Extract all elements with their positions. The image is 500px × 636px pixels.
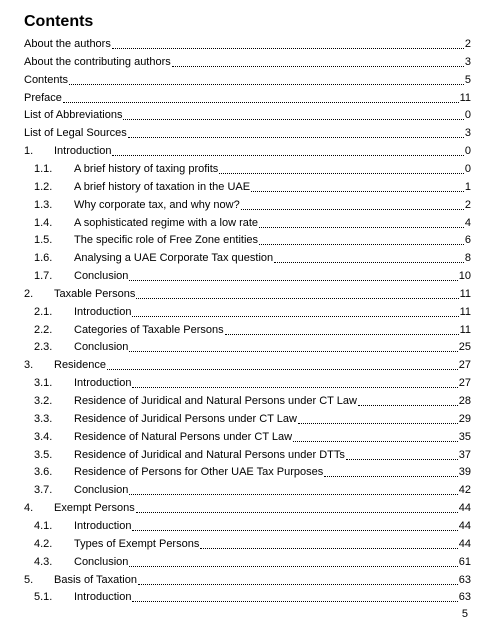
toc-entry[interactable] xyxy=(0,337,500,354)
toc-entry-page: 11 xyxy=(459,305,471,318)
toc-entry-label: A brief history of taxation in the UAE xyxy=(74,180,251,193)
toc-entry[interactable] xyxy=(0,141,500,158)
toc-entry[interactable] xyxy=(0,409,500,426)
toc-entry-number: 1. xyxy=(24,145,34,158)
toc-entry[interactable] xyxy=(0,70,500,87)
toc-entry-label: Conclusion xyxy=(74,341,129,354)
toc-entry-number: 3.1. xyxy=(34,377,53,390)
toc-entry[interactable] xyxy=(0,177,500,194)
toc-entry[interactable] xyxy=(0,355,500,372)
dot-leader xyxy=(63,102,459,103)
toc-entry-page: 37 xyxy=(458,448,471,461)
toc-entry-label: Analysing a UAE Corporate Tax question xyxy=(74,252,274,265)
toc-entry[interactable] xyxy=(0,480,500,497)
toc-entry-page: 5 xyxy=(464,73,471,86)
toc-entry-label: Contents xyxy=(24,73,69,86)
page-number: 5 xyxy=(461,608,468,620)
toc-entry-number: 3.2. xyxy=(34,395,53,407)
dot-leader xyxy=(200,548,457,549)
toc-entry-label: Introduction xyxy=(74,591,132,604)
toc-entry-label: Exempt Persons xyxy=(54,502,135,515)
toc-entry-label: Types of Exempt Persons xyxy=(74,537,200,550)
toc-entry[interactable] xyxy=(0,427,500,444)
toc-entry-label: Why corporate tax, and why now? xyxy=(74,198,240,211)
toc-entry-number: 2.1. xyxy=(34,305,53,318)
toc-entry-page: 25 xyxy=(458,341,471,354)
toc-entry-page: 27 xyxy=(458,359,471,372)
toc-entry-page: 63 xyxy=(458,591,471,604)
dot-leader xyxy=(324,476,457,477)
dot-leader xyxy=(129,494,457,495)
dot-leader xyxy=(132,530,457,531)
toc-entry-page: 2 xyxy=(464,198,471,211)
toc-entry-page: 0 xyxy=(464,145,471,158)
toc-entry[interactable] xyxy=(0,230,500,247)
dot-leader xyxy=(132,316,458,317)
toc-entry[interactable] xyxy=(0,159,500,176)
toc-entry-number: 1.6. xyxy=(34,252,53,265)
toc-entry-page: 35 xyxy=(458,430,471,443)
toc-entry-page: 3 xyxy=(464,127,471,140)
toc-entry-page: 10 xyxy=(458,270,471,283)
dot-leader xyxy=(358,405,458,406)
toc-entry-number: 2. xyxy=(24,287,34,300)
toc-entry-label: Residence of Juridical and Natural Persons under CT Law xyxy=(74,395,357,407)
toc-entry-number: 2.3. xyxy=(34,341,53,354)
dot-leader xyxy=(274,262,464,263)
dot-leader xyxy=(132,601,457,602)
toc-entry-label: Introduction xyxy=(74,305,132,318)
toc-entry-label: Residence of Juridical Persons under CT Law xyxy=(74,412,297,425)
toc-entry-page: 3 xyxy=(464,55,471,68)
toc-entry-page: 1 xyxy=(464,180,471,193)
dot-leader xyxy=(112,155,463,156)
toc-entry-label: Introduction xyxy=(74,519,132,532)
dot-leader xyxy=(259,244,464,245)
dot-leader xyxy=(298,423,458,424)
toc-entry-label: List of Legal Sources xyxy=(24,127,127,140)
toc-entry-number: 3.5. xyxy=(34,448,53,461)
toc-entry-page: 8 xyxy=(464,252,471,265)
toc-entry-number: 4.1. xyxy=(34,519,53,532)
toc-entry-label: Preface xyxy=(24,91,62,104)
toc-entry-label: Introduction xyxy=(74,377,132,390)
toc-entry-number: 3.6. xyxy=(34,466,53,479)
toc-entry-label: About the contributing authors xyxy=(24,55,171,68)
toc-entry[interactable] xyxy=(0,552,500,569)
toc-entry[interactable] xyxy=(0,284,500,301)
toc-entry-page: 2 xyxy=(464,38,471,50)
toc-entry-label: Conclusion xyxy=(74,484,129,497)
dot-leader xyxy=(346,459,458,460)
toc-entry-number: 4.3. xyxy=(34,555,53,568)
toc-entry-page: 63 xyxy=(458,573,471,586)
dot-leader xyxy=(107,369,458,370)
page-title: Contents xyxy=(24,13,94,30)
toc-entry[interactable] xyxy=(0,248,500,265)
toc-entry-label: Residence of Natural Persons under CT Law xyxy=(74,430,293,443)
toc-entry-number: 2.2. xyxy=(34,323,53,336)
toc-entry-page: 44 xyxy=(458,502,471,515)
toc-entry-label: Residence of Persons for Other UAE Tax Purposes xyxy=(74,466,324,479)
toc-entry-page: 42 xyxy=(458,484,471,497)
toc-entry[interactable] xyxy=(0,302,500,319)
toc-entry-page: 0 xyxy=(464,109,471,122)
toc-entry-page: 6 xyxy=(464,234,471,247)
toc-entry-label: A sophisticated regime with a low rate xyxy=(74,216,259,229)
toc-entry[interactable] xyxy=(0,195,500,212)
dot-leader xyxy=(219,173,464,174)
toc-entry-page: 27 xyxy=(458,377,471,390)
toc-entry-page: 11 xyxy=(459,287,471,300)
toc-entry-label: Basis of Taxation xyxy=(54,573,137,586)
toc-entry-number: 1.1. xyxy=(34,162,53,175)
dot-leader xyxy=(136,298,458,299)
toc-entry[interactable] xyxy=(0,105,500,122)
dot-leader xyxy=(69,84,464,85)
toc-entry-label: Introduction xyxy=(54,145,112,158)
dot-leader xyxy=(251,191,464,192)
dot-leader xyxy=(128,137,464,138)
toc-entry-label: The specific role of Free Zone entities xyxy=(74,234,259,247)
toc-entry[interactable] xyxy=(0,516,500,533)
toc-entry-label: About the authors xyxy=(24,38,111,50)
toc-entry-page: 28 xyxy=(458,395,471,407)
toc-entry-number: 3.4. xyxy=(34,430,53,443)
toc-entry[interactable] xyxy=(0,498,500,515)
toc-entry-number: 3.7. xyxy=(34,484,53,497)
dot-leader xyxy=(132,387,457,388)
dot-leader xyxy=(138,584,458,585)
toc-entry[interactable] xyxy=(0,34,500,51)
toc-entry[interactable] xyxy=(0,213,500,230)
toc-entry[interactable] xyxy=(0,462,500,479)
toc-entry[interactable] xyxy=(0,570,500,587)
dot-leader xyxy=(293,441,458,442)
toc-entry-label: Categories of Taxable Persons xyxy=(74,323,224,336)
toc-entry[interactable] xyxy=(0,391,500,408)
toc-entry-number: 3.3. xyxy=(34,412,53,425)
toc-entry[interactable] xyxy=(0,123,500,140)
dot-leader xyxy=(112,48,464,49)
dot-leader xyxy=(129,351,457,352)
toc-entry-number: 5. xyxy=(24,573,34,586)
toc-entry-label: Residence of Juridical and Natural Persons under DTTs xyxy=(74,448,345,461)
toc-entry[interactable] xyxy=(0,320,500,337)
dot-leader xyxy=(172,66,464,67)
toc-entry-number: 1.7. xyxy=(34,270,53,283)
toc-entry-number: 5.1. xyxy=(34,591,53,604)
dot-leader xyxy=(123,119,463,120)
toc-entry-number: 1.4. xyxy=(34,216,53,229)
toc-entry-number: 3. xyxy=(24,359,34,372)
dot-leader xyxy=(259,227,464,228)
dot-leader xyxy=(129,566,457,567)
toc-entry-label: Residence xyxy=(54,359,106,372)
toc-entry[interactable] xyxy=(0,587,500,604)
dot-leader xyxy=(225,334,459,335)
toc-entry-page: 4 xyxy=(464,216,471,229)
toc-entry-page: 44 xyxy=(458,537,471,550)
toc-entry[interactable] xyxy=(0,52,500,69)
toc-entry-number: 4.2. xyxy=(34,537,53,550)
toc-entry-label: A brief history of taxing profits xyxy=(74,162,219,175)
toc-entry[interactable] xyxy=(0,445,500,462)
toc-entry-label: Taxable Persons xyxy=(54,287,136,300)
toc-entry-page: 11 xyxy=(459,91,471,104)
dot-leader xyxy=(136,512,458,513)
toc-entry[interactable] xyxy=(0,373,500,390)
toc-entry-page: 61 xyxy=(458,555,471,568)
toc-entry-number: 4. xyxy=(24,502,34,515)
toc-entry-label: List of Abbreviations xyxy=(24,109,123,122)
toc-entry-label: Conclusion xyxy=(74,270,129,283)
toc-entry[interactable] xyxy=(0,88,500,105)
toc-entry-page: 39 xyxy=(458,466,471,479)
toc-entry-number: 1.2. xyxy=(34,180,53,193)
toc-entry[interactable] xyxy=(0,266,500,283)
toc-entry-page: 44 xyxy=(458,519,471,532)
dot-leader xyxy=(241,209,464,210)
toc-entry-page: 29 xyxy=(458,412,471,425)
toc-entry-page: 11 xyxy=(459,323,471,336)
toc-entry-page: 0 xyxy=(464,162,471,175)
toc-entry[interactable] xyxy=(0,534,500,551)
toc-entry-number: 1.3. xyxy=(34,198,53,211)
toc-entry-label: Conclusion xyxy=(74,555,129,568)
toc-entry-number: 1.5. xyxy=(34,234,53,247)
dot-leader xyxy=(129,280,457,281)
